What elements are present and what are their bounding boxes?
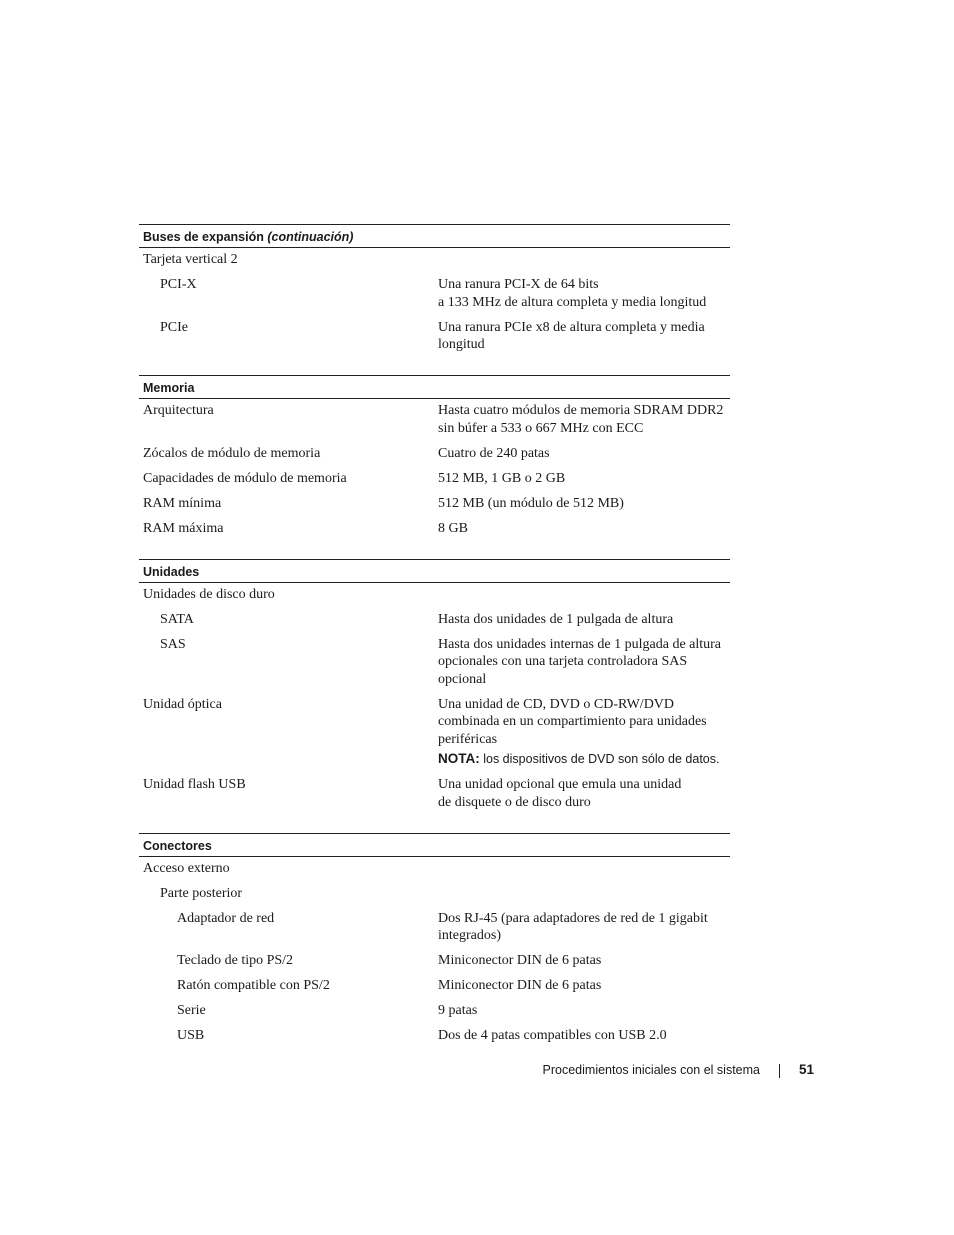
spec-value [438, 251, 730, 269]
spec-value: 8 GB [438, 520, 468, 536]
section-conectores [139, 833, 730, 1067]
spec-value: Cuatro de 240 patas [438, 445, 550, 461]
spec-row [139, 248, 730, 273]
spec-value: Hasta dos unidades de 1 pulgada de altura [438, 611, 674, 627]
spec-row [139, 633, 730, 693]
spec-value-line: Una unidad opcional que emula una unidad [438, 777, 682, 792]
note-text: los dispositivos de DVD son sólo de datos. [483, 752, 720, 766]
section-title: Buses de expansión [143, 230, 264, 244]
section-header: Conectores [139, 833, 730, 857]
spec-row [139, 773, 730, 816]
spec-value [438, 696, 730, 769]
spec-value: Miniconector DIN de 6 patas [438, 953, 602, 968]
spec-label: Arquitectura [143, 403, 214, 418]
spec-label: Capacidades de módulo de memoria [143, 470, 347, 486]
spec-label: Ratón compatible con PS/2 [177, 978, 330, 993]
spec-row [139, 907, 730, 950]
section-header [139, 224, 730, 248]
spec-row [139, 693, 730, 774]
spec-row [139, 442, 730, 467]
note [438, 750, 730, 769]
spec-label: RAM máxima [143, 520, 224, 536]
spec-row [139, 399, 730, 442]
spec-label: Adaptador de red [177, 910, 275, 926]
spec-row [139, 974, 730, 999]
spec-value [438, 776, 730, 811]
spec-value: Dos de 4 patas compatibles con USB 2.0 [438, 1028, 667, 1043]
spec-value: 512 MB (un módulo de 512 MB) [438, 495, 624, 511]
footer-title: Procedimientos iniciales con el sistema [542, 1063, 760, 1077]
spec-label: Unidad óptica [143, 696, 222, 712]
spec-label: Serie [177, 1003, 206, 1018]
spec-label: PCI-X [160, 277, 197, 292]
spec-value: Hasta cuatro módulos de memoria SDRAM DDR2 sin búfer a 533 o 667 MHz con ECC [438, 403, 724, 436]
spec-label: Acceso externo [143, 860, 230, 876]
spec-value: Dos RJ-45 (para adaptadores de red de 1 gigabit integrados) [438, 910, 708, 943]
spec-label: SATA [160, 611, 194, 627]
spec-label: SAS [160, 636, 186, 652]
spec-value [438, 276, 730, 311]
spec-row [139, 583, 730, 608]
spec-row [139, 273, 730, 316]
spec-row [139, 1024, 730, 1049]
section-memoria [139, 375, 730, 559]
spec-label: Unidades de disco duro [143, 586, 275, 602]
spec-value: Una ranura PCIe x8 de altura completa y media longitud [438, 319, 705, 352]
page-number: 51 [799, 1062, 815, 1077]
spec-label: Parte posterior [160, 885, 243, 901]
spec-row [139, 857, 730, 882]
spec-row [139, 949, 730, 974]
page-footer [0, 1061, 954, 1081]
spec-row [139, 316, 730, 359]
section-header: Unidades [139, 559, 730, 583]
note-label: NOTA: [438, 751, 480, 766]
spec-value: 512 MB, 1 GB o 2 GB [438, 470, 566, 486]
spec-value: Miniconector DIN de 6 patas [438, 978, 602, 993]
section-unidades [139, 559, 730, 833]
spec-label: RAM mínima [143, 495, 222, 511]
spec-value-line: Una ranura PCI-X de 64 bits [438, 277, 599, 292]
spec-value [438, 885, 730, 903]
spec-value-line: a 133 MHz de altura completa y media longitud [438, 294, 707, 310]
spec-row [139, 608, 730, 633]
footer-separator [779, 1064, 780, 1078]
spec-row [139, 882, 730, 907]
section-buses-expansion [139, 224, 730, 375]
spec-table [139, 224, 730, 1066]
spec-row [139, 492, 730, 517]
spec-value-text: Una unidad de CD, DVD o CD-RW/DVD combinada en un compartimiento para unidades periféricas [438, 696, 707, 747]
spec-value: Hasta dos unidades internas de 1 pulgada de altura opcionales con una tarjeta controladora SAS opcional [438, 636, 722, 687]
section-header: Memoria [139, 375, 730, 399]
section-title-suffix: (continuación) [267, 230, 354, 244]
spec-row [139, 467, 730, 492]
spec-label: USB [177, 1028, 205, 1043]
spec-value: 9 patas [438, 1003, 478, 1018]
spec-label: Zócalos de módulo de memoria [143, 445, 321, 461]
spec-label: Tarjeta vertical 2 [143, 252, 238, 267]
spec-label: Unidad flash USB [143, 777, 246, 792]
spec-label: PCIe [160, 319, 188, 335]
spec-row [139, 517, 730, 542]
spec-label: Teclado de tipo PS/2 [177, 953, 294, 968]
spec-value [438, 586, 730, 604]
spec-value-line: de disquete o de disco duro [438, 794, 591, 810]
spec-value [438, 860, 730, 878]
spec-row [139, 999, 730, 1024]
